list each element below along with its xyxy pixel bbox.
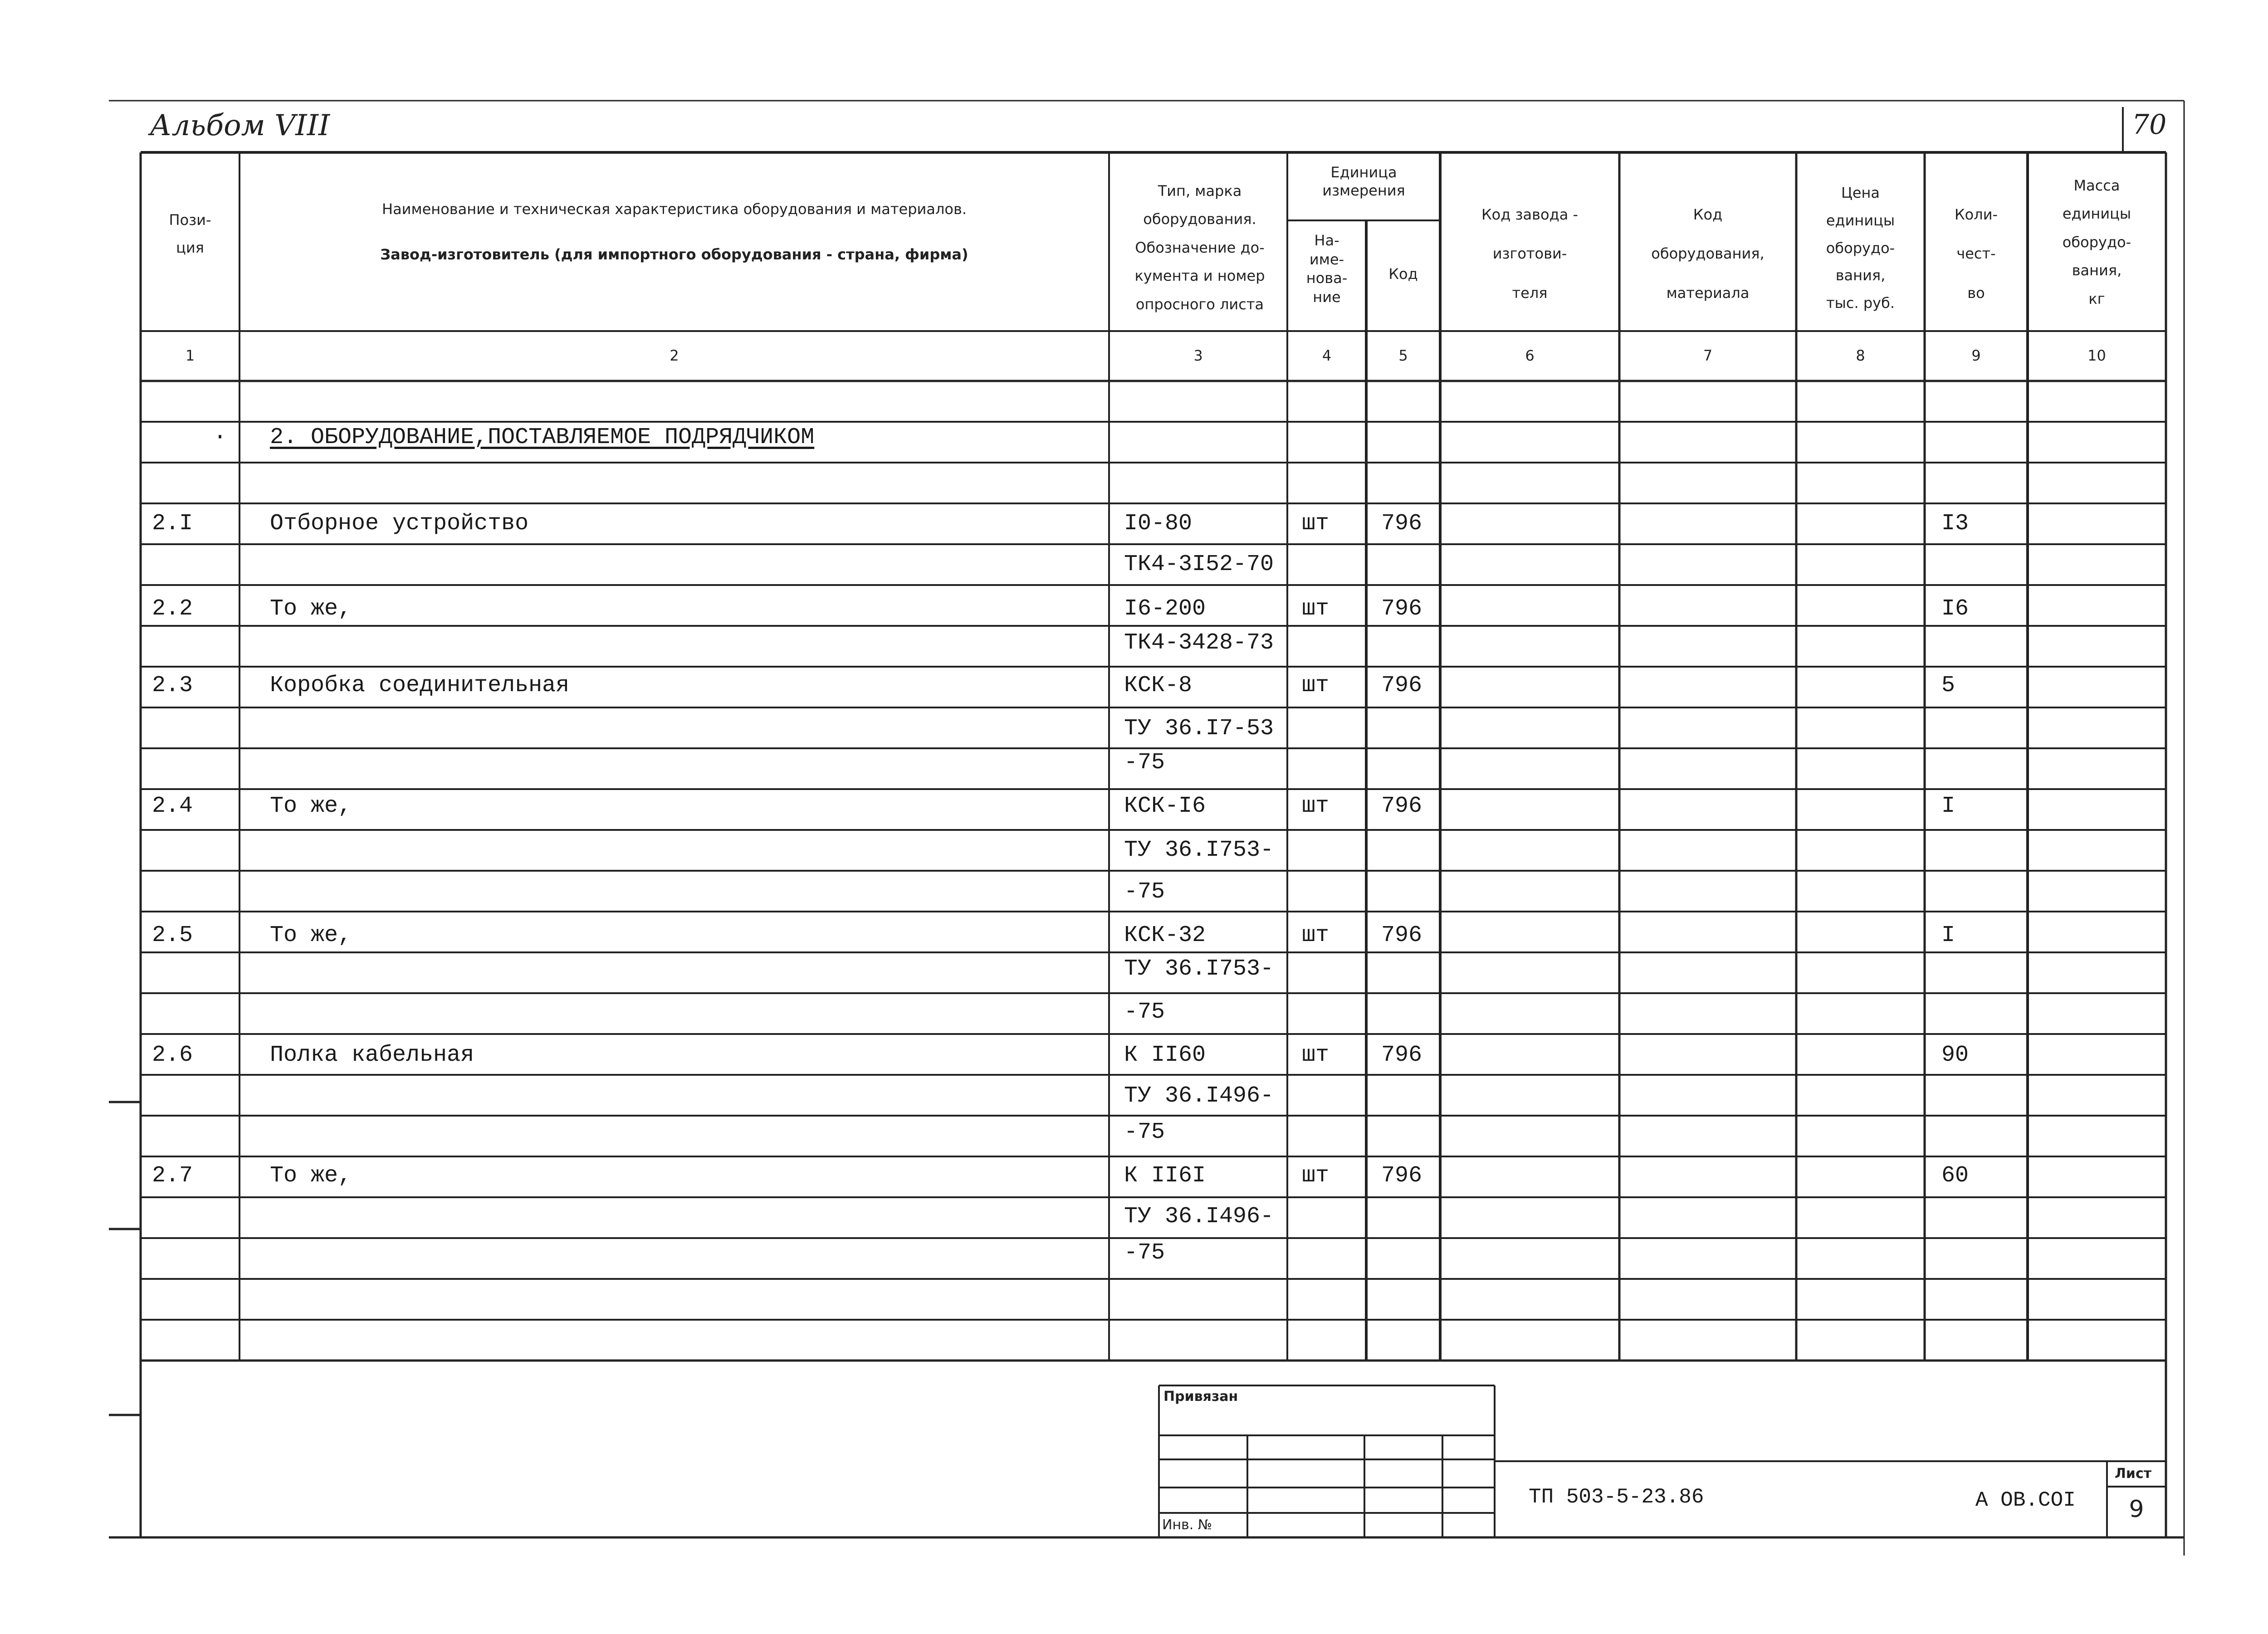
item-doc-line: -75 [1124, 1240, 1165, 1266]
column-number-5: 5 [1398, 347, 1408, 364]
item-unit: шт [1302, 922, 1330, 948]
item-quantity: I6 [1941, 596, 1969, 622]
item-name: Коробка соединительная [270, 673, 570, 698]
album-label: Альбом VIII [150, 109, 330, 142]
document-code: ТП 503-5-23.86 [1529, 1485, 1704, 1509]
header-factory-code: Код завода - изготови- теля [1481, 206, 1579, 302]
item-name: То же, [270, 922, 352, 948]
item-unit-code: 796 [1381, 673, 1422, 698]
item-doc-line: ТУ 36.I496- [1124, 1083, 1274, 1109]
item-doc-line: ТУ 36.I753- [1124, 956, 1274, 982]
item-unit: шт [1302, 1042, 1330, 1068]
header-unit-price: Цена единицы оборудо- вания, тыс. руб. [1826, 184, 1895, 312]
item-position: 2.6 [152, 1042, 193, 1068]
column-number-1: 1 [185, 347, 195, 364]
item-name: Полка кабельная [270, 1042, 474, 1068]
item-quantity: I [1941, 922, 1955, 948]
item-name: Отборное устройство [270, 511, 529, 537]
item-doc-line: ТУ 36.I496- [1124, 1204, 1274, 1229]
item-quantity: 5 [1941, 673, 1955, 698]
privyazan-label: Привязан [1163, 1389, 1238, 1405]
column-number-6: 6 [1525, 347, 1535, 364]
header-unit-name: На- име- нова- ние [1306, 232, 1348, 306]
page-corner-number: 70 [2132, 109, 2167, 141]
item-quantity: I [1941, 793, 1955, 819]
header-unit-group: Единица измерения [1322, 164, 1405, 199]
column-number-10: 10 [2087, 347, 2106, 364]
item-name: То же, [270, 1163, 352, 1189]
item-unit-code: 796 [1381, 511, 1422, 537]
item-doc-line: -75 [1124, 1119, 1165, 1145]
column-number-4: 4 [1322, 347, 1332, 364]
column-number-9: 9 [1971, 347, 1981, 364]
header-name-line2: Завод-изготовитель (для импортного оборудования - страна, фирма) [380, 246, 968, 263]
item-unit: шт [1302, 596, 1330, 622]
column-number-2: 2 [670, 347, 679, 364]
header-type: Тип, марка оборудования. Обозначение до- кумента и номер опросного листа [1134, 182, 1265, 313]
sheet-label: Лист [2115, 1466, 2152, 1482]
column-number-7: 7 [1703, 347, 1713, 364]
item-doc-line: ТК4-3428-73 [1124, 630, 1274, 656]
section-marker: · [213, 424, 227, 450]
item-position: 2.2 [152, 596, 193, 622]
header-unit-code: Код [1388, 265, 1418, 283]
item-type: I0-80 [1124, 511, 1193, 537]
item-position: 2.7 [152, 1163, 193, 1189]
item-unit-code: 796 [1381, 1042, 1422, 1068]
item-quantity: 60 [1941, 1163, 1969, 1189]
item-quantity: I3 [1941, 511, 1969, 537]
item-unit: шт [1302, 1163, 1330, 1189]
item-type: К II60 [1124, 1042, 1206, 1068]
header-equipment-code: Код оборудования, материала [1651, 206, 1765, 302]
column-number-3: 3 [1193, 347, 1203, 364]
item-unit: шт [1302, 793, 1330, 819]
item-doc-line: -75 [1124, 879, 1165, 905]
item-position: 2.5 [152, 922, 193, 948]
item-doc-line: ТК4-3I52-70 [1124, 551, 1274, 577]
item-name: То же, [270, 793, 352, 819]
column-number-8: 8 [1856, 347, 1865, 364]
header-name-line1: Наименование и техническая характеристика оборудования и материалов. [382, 200, 967, 218]
header-position: Пози- ция [169, 211, 211, 256]
item-unit-code: 796 [1381, 793, 1422, 819]
item-name: То же, [270, 596, 352, 622]
item-doc-line: -75 [1124, 999, 1165, 1025]
item-position: 2.4 [152, 793, 193, 819]
item-unit: шт [1302, 511, 1330, 537]
item-unit-code: 796 [1381, 922, 1422, 948]
item-doc-line: ТУ 36.I753- [1124, 837, 1274, 863]
item-type: КСК-32 [1124, 922, 1206, 948]
album-code: А ОВ.СОI [1975, 1488, 2076, 1512]
item-unit: шт [1302, 673, 1330, 698]
item-position: 2.3 [152, 673, 193, 698]
item-unit-code: 796 [1381, 596, 1422, 622]
item-type: КСК-8 [1124, 673, 1193, 698]
item-doc-line: ТУ 36.I7-53 [1124, 716, 1274, 741]
sheet-number: 9 [2129, 1496, 2144, 1523]
item-quantity: 90 [1941, 1042, 1969, 1068]
item-type: КСК-I6 [1124, 793, 1206, 819]
item-doc-line: -75 [1124, 750, 1165, 776]
item-unit-code: 796 [1381, 1163, 1422, 1189]
header-mass: Масса единицы оборудо- вания, кг [2062, 177, 2131, 307]
section-title: 2. ОБОРУДОВАНИЕ,ПОСТАВЛЯЕМОЕ ПОДРЯДЧИКОМ [270, 424, 815, 450]
item-type: I6-200 [1124, 596, 1206, 622]
item-position: 2.I [152, 511, 193, 537]
item-type: К II6I [1124, 1163, 1206, 1189]
inventory-number-label: Инв. № [1162, 1517, 1212, 1533]
header-quantity: Коли- чест- во [1954, 206, 1998, 302]
